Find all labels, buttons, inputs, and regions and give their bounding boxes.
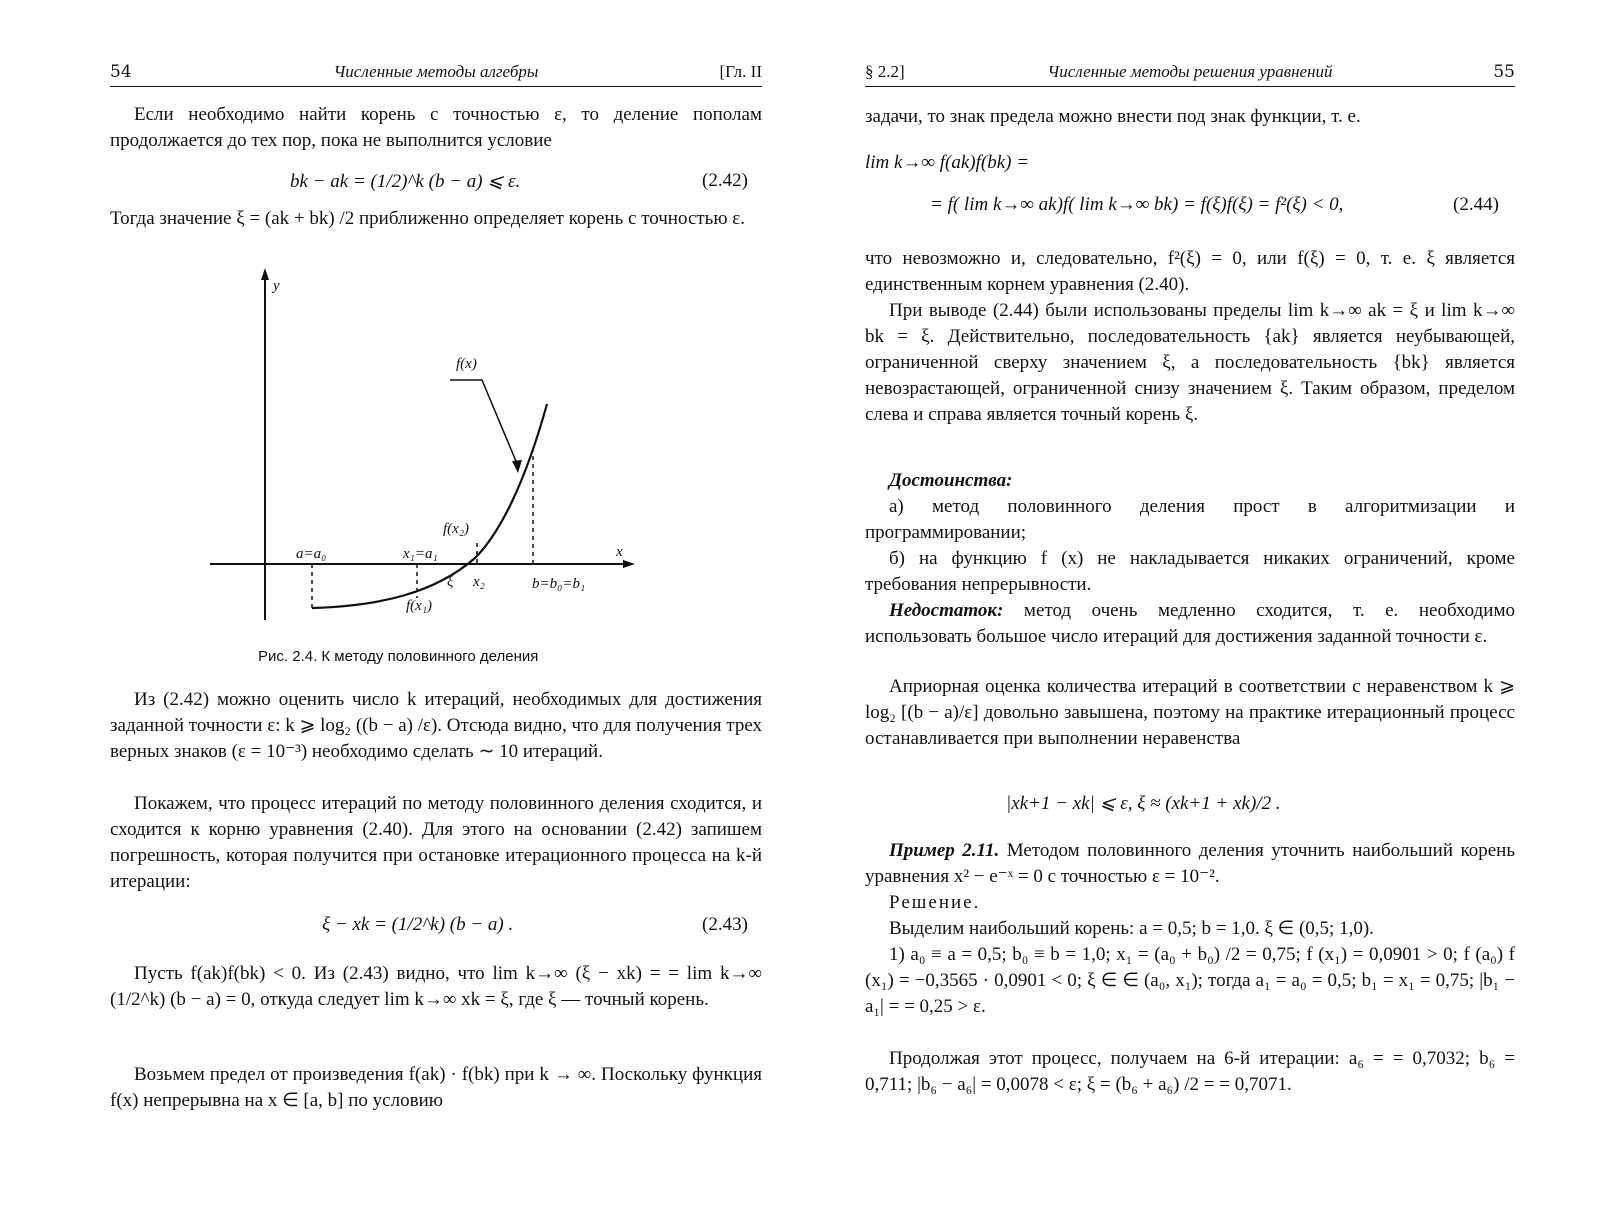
left-running-header <box>110 60 762 87</box>
equation-2-43-number: (2.43) <box>702 914 748 935</box>
right-header-title: Численные методы решения уравнений <box>1047 62 1333 81</box>
example-heading: Пример 2.11. <box>889 840 1000 861</box>
right-paragraph-2: что невозможно и, следовательно, f²(ξ) = 0, или f(ξ) = 0, т. е. ξ является единственным корнем уравнения (2.40). <box>865 248 1515 295</box>
advantage-b: б) на функцию f (x) не накладывается никаких ограничений, кроме требования непрерывности. <box>865 548 1515 595</box>
fx2-label: f(x₂) <box>443 521 470 537</box>
x-axis-label: x <box>616 544 623 560</box>
right-page-number: 55 <box>1493 62 1515 82</box>
advantage-a: а) метод половинного деления прост в алгоритмизации и программировании; <box>865 496 1515 543</box>
left-paragraph-4: Покажем, что процесс итераций по методу половинного деления сходится, и сходится к корню уравнения (2.40). Для этого на основании (2.42) запишем погрешность, которая получится при остановке итерационного процесса на k-й итерации: <box>110 793 762 892</box>
solution-label: Решение. <box>889 892 981 913</box>
equation-2-44-number: (2.44) <box>1453 194 1499 215</box>
drawback-paragraph <box>865 598 1515 650</box>
right-page <box>800 0 1600 1219</box>
stopping-criterion-equation: |xk+1 − xk| ⩽ ε, ξ ≈ (xk+1 + xk)/2 . <box>1006 793 1281 814</box>
a-label: a=a₀ <box>296 546 327 562</box>
drawback-heading: Недостаток: <box>889 600 1004 621</box>
b-label: b=b₀=b₁ <box>532 576 586 592</box>
example-text: Методом половинного деления уточнить наибольший корень уравнения x² − e⁻ˣ = 0 с точностью ε = 10⁻². <box>865 840 1515 887</box>
left-header-chapter: [Гл. II <box>719 62 762 81</box>
right-running-header <box>865 60 1515 87</box>
fx-label: f(x) <box>456 356 477 372</box>
left-header-title: Численные методы алгебры <box>333 62 539 81</box>
figure-caption: Рис. 2.4. К методу половинного деления <box>258 648 539 665</box>
advantages-heading: Достоинства: <box>889 470 1013 491</box>
right-header-section: § 2.2] <box>865 62 905 81</box>
right-paragraph-3: При выводе (2.44) были использованы пределы lim k→∞ ak = ξ и lim k→∞ bk = ξ. Действительно, последовательность {ak} является неубывающей, ограниченной сверху значением ξ, а последовательность {bk} является невозрастающей, ограниченной снизу значением ξ. Таким образом, пределом слева и справа является точный корень ξ. <box>865 300 1515 425</box>
right-paragraph-4: Априорная оценка количества итераций в соответствии с неравенством k ⩾ log₂ [(b − a)/ε] довольно завышена, поэтому на практике итерационный процесс останавливается при выполнении неравенства <box>865 676 1515 749</box>
solution-step-6: Продолжая этот процесс, получаем на 6-й итерации: a₆ = = 0,7032; b₆ = 0,711; |b₆ − a₆| = 0,0078 < ε; ξ = (b₆ + a₆) /2 = = 0,7071. <box>865 1048 1515 1095</box>
y-axis-label: y <box>273 278 280 294</box>
solution-step-1: 1) a₀ ≡ a = 0,5; b₀ ≡ b = 1,0; x₁ = (a₀ + b₀) /2 = 0,75; f (x₁) = 0,0901 > 0; f (a₀) f (x₁) = −0,3565 · 0,0901 < 0; ξ ∈ ∈ (a₀, x₁); тогда a₁ = a₀ = 0,5; b₁ = x₁ = 0,75; |b₁ − a₁| = = 0,25 > ε. <box>865 944 1515 1017</box>
drawback-text: метод очень медленно сходится, т. е. необходимо использовать большое число итераций для достижения заданной точности ε. <box>865 600 1515 647</box>
equation-2-43: ξ − xk = (1/2^k) (b − a) . <box>322 914 514 935</box>
solution-step-0: Выделим наибольший корень: a = 0,5; b = 1,0. ξ ∈ (0,5; 1,0). <box>889 918 1374 939</box>
x1-label: x₁=a₁ <box>403 546 438 562</box>
xi-label: ξ <box>447 574 454 590</box>
equation-2-42: bk − ak = (1/2)^k (b − a) ⩽ ε. <box>290 171 521 192</box>
example-paragraph <box>865 838 1515 890</box>
right-paragraph-1: задачи, то знак предела можно внести под знак функции, т. е. <box>865 106 1361 127</box>
left-paragraph-1: Если необходимо найти корень с точностью ε, то деление пополам продолжается до тех пор, пока не выполнится условие <box>110 104 762 151</box>
x2-label: x₂ <box>473 574 485 590</box>
fx1-label: f(x₁) <box>406 598 433 614</box>
left-paragraph-5: Пусть f(ak)f(bk) < 0. Из (2.43) видно, что lim k→∞ (ξ − xk) = = lim k→∞ (1/2^k) (b − a) = 0, откуда следует lim k→∞ xk = ξ, где ξ — точный корень. <box>110 963 762 1010</box>
left-paragraph-2: Тогда значение ξ = (ak + bk) /2 приближенно определяет корень с точностью ε. <box>110 208 746 229</box>
left-page-number: 54 <box>110 62 132 82</box>
equation-2-44-line-1: lim k→∞ f(ak)f(bk) = <box>865 152 1030 173</box>
equation-2-42-number: (2.42) <box>702 170 748 191</box>
bisection-figure <box>210 268 635 628</box>
equation-2-44-line-2: = f( lim k→∞ ak)f( lim k→∞ bk) = f(ξ)f(ξ) = f²(ξ) < 0, <box>930 194 1344 215</box>
left-paragraph-6: Возьмем предел от произведения f(ak) · f(bk) при k → ∞. Поскольку функция f(x) непрерывна на x ∈ [a, b] по условию <box>110 1064 762 1111</box>
left-paragraph-3: Из (2.42) можно оценить число k итераций, необходимых для достижения заданной точности ε: k ⩾ log₂ ((b − a) /ε). Отсюда видно, что для получения трех верных знаков (ε = 10⁻³) необходимо сделать ∼ 10 итераций. <box>110 689 762 762</box>
